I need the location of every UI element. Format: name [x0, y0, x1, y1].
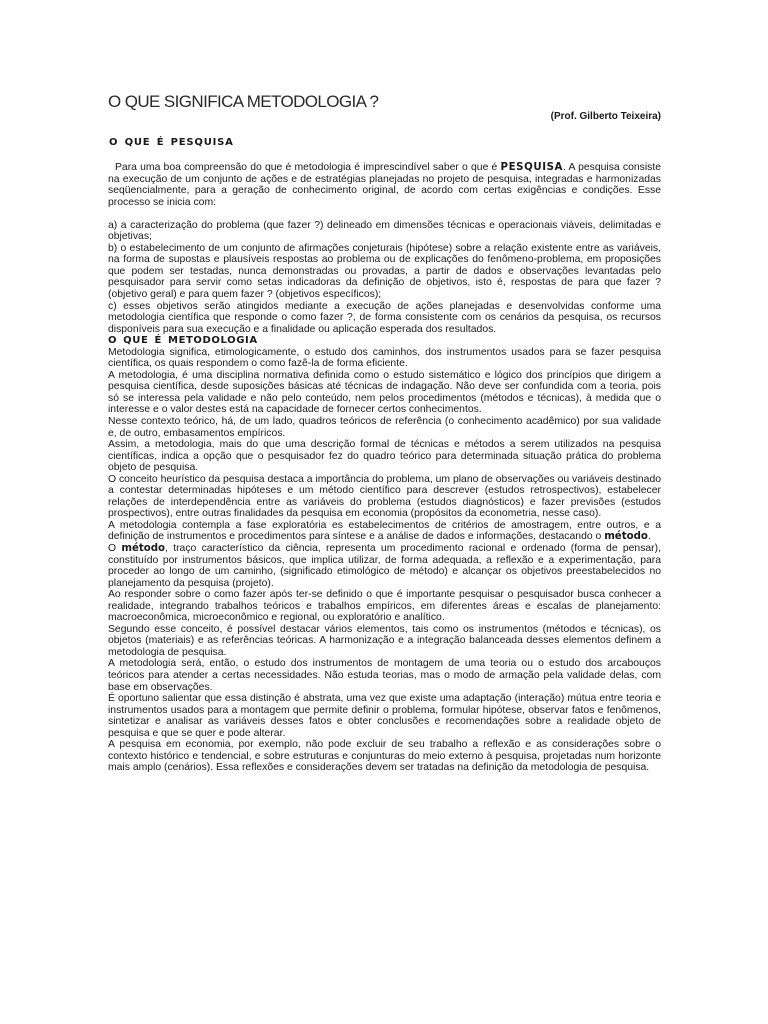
- list-item-a: a) a caracterização do problema (que fazer ?) delineado em dimensões técnicas e operacionais viáveis, delimitadas e objetivas;: [108, 219, 661, 243]
- paragraph: O conceito heurístico da pesquisa destaca a importância do problema, um plano de observações ou variáveis destinado a contestar determinadas hipóteses e um método científico para descrever (estudos retrospectivos), estabelecer relações de interdependência entre as variáveis do problema (estudos diagnósticos) e fazer previsões (estudos prospectivos), entre outras finalidades da pesquisa em economia (propósitos da econometria, nesse caso).: [108, 473, 661, 520]
- spacer: [108, 208, 661, 220]
- section-heading-pesquisa: O QUE É PESQUISA: [109, 137, 234, 148]
- keyword-metodo: método: [604, 531, 648, 543]
- paragraph: Segundo esse conceito, é possível destacar vários elementos, tais como os instrumentos (métodos e técnicas), os objetos (materiais) e as referências teóricas. A harmonização e a integração balanceada desses elementos definem a metodologia de pesquisa.: [108, 623, 661, 658]
- list-item-b: b) o estabelecimento de um conjunto de afirmações conjeturais (hipótese) sobre a relação existente entre as variáveis, na forma de supostas e plausíveis respostas ao problema ou de explicações do fenômeno-problema, em proposições que podem ser testadas, nunca demonstradas ou provadas, a partir de dados e observações levantadas pelo pesquisador para servir como setas indicadoras da definição de objetivos, isto é, respostas de para que fazer ? (objetivo geral) e para quem fazer ? (objetivos específicos);: [108, 242, 661, 300]
- section-heading-metodologia: O QUE É METODOLOGIA: [108, 335, 258, 347]
- keyword-pesquisa: PESQUISA: [500, 162, 564, 173]
- list-item-c: c) esses objetivos serão atingidos mediante a execução de ações planejadas e desenvolvidas conforme uma metodologia científica que responde o como fazer ?, de forma consistente com os cenários da pesquisa, os recursos disponíveis para sua execução e a finalidade ou aplicação esperada dos resultados.: [108, 300, 661, 335]
- intro-paragraph: Para uma boa compreensão do que é metodologia é imprescindível saber o que é PESQUISA. A pesquisa consiste na execução de um conjunto de ações e de estratégias planejadas no projeto de pesquisa, integradas e harmonizadas seqüencialmente, para a geração de conhecimento original, de acordo com certas exigências e condições. Esse processo se inicia com:: [108, 162, 661, 208]
- document-body: [108, 162, 661, 774]
- paragraph: Ao responder sobre o como fazer após ter-se definido o que é importante pesquisar o pesquisador busca conhecer a realidade, integrando trabalhos teóricos e trabalhos empíricos, em diferentes áreas e escalas de planejamento: macroeconômica, microeconômico e regional, ou exploratório e analítico.: [108, 589, 661, 624]
- paragraph: A metodologia será, então, o estudo dos instrumentos de montagem de uma teoria ou o estudo dos arcabouços teóricos para atender a certas necessidades. Não estuda teorias, mas o modo de armação pela validade delas, com base em observações.: [108, 658, 661, 693]
- paragraph: O método, traço característico da ciência, representa um procedimento racional e ordenado (forma de pensar), constituído por instrumentos básicos, que implica utilizar, de forma adequada, a reflexão e a experimentação, para proceder ao longo de um caminho, (significado etimológico de método) e alcançar os objetivos preestabelecidos no planejamento da pesquisa (projeto).: [108, 543, 661, 589]
- paragraph: A pesquisa em economia, por exemplo, não pode excluir de seu trabalho a reflexão e as considerações sobre o contexto histórico e tendencial, e sobre estruturas e conjunturas do meio externo à pesquisa, projetadas num horizonte mais amplo (cenários). Essa reflexões e considerações devem ser tratadas na definição da metodologia de pesquisa.: [108, 739, 661, 774]
- paragraph: A metodologia contempla a fase exploratória es estabelecimentos de critérios de amostragem, entre outros, e a definição de instrumentos e procedimentos para síntese e a análise de dados e informações, destacando o método.: [108, 519, 661, 543]
- paragraph: É oportuno salientar que essa distinção é abstrata, uma vez que existe uma adaptação (interação) mútua entre teoria e instrumentos usados para a montagem que permite definir o problema, formular hipótese, observar fatos e fenômenos, sintetizar e analisar as variáveis desses fatos e obter conclusões e recomendações sobre a realidade objeto de pesquisa e que se quer e pode alterar.: [108, 693, 661, 739]
- document-title: O QUE SIGNIFICA METODOLOGIA ?: [108, 92, 379, 111]
- paragraph: Assim, a metodologia, mais do que uma descrição formal de técnicas e métodos a serem utilizados na pesquisa científicas, indica a opção que o pesquisador fez do quadro teórico para determinada situação prática do problema objeto de pesquisa.: [108, 439, 661, 474]
- author-credit: (Prof. Gilberto Teixeira): [550, 111, 661, 122]
- keyword-metodo: método: [121, 543, 166, 554]
- paragraph: Metodologia significa, etimologicamente, o estudo dos caminhos, dos instrumentos usados para se fazer pesquisa científica, os quais respondem o como fazê-la de forma eficiente.: [108, 346, 661, 370]
- paragraph: Nesse contexto teórico, há, de um lado, quadros teóricos de referência (o conhecimento acadêmico) por sua validade e, de outro, embasamentos empíricos.: [108, 415, 661, 439]
- paragraph: A metodologia, é uma disciplina normativa definida como o estudo sistemático e lógico dos princípios que dirigem a pesquisa científica, desde suposições básicas até técnicas de indagação. Não deve ser confundida com a teoria, pois só se interessa pela validade e não pelo conteúdo, nem pelos procedimentos (métodos e técnicas), à medida que o interesse e o valor destes está na capacidade de fornecer certos conhecimentos.: [108, 369, 661, 416]
